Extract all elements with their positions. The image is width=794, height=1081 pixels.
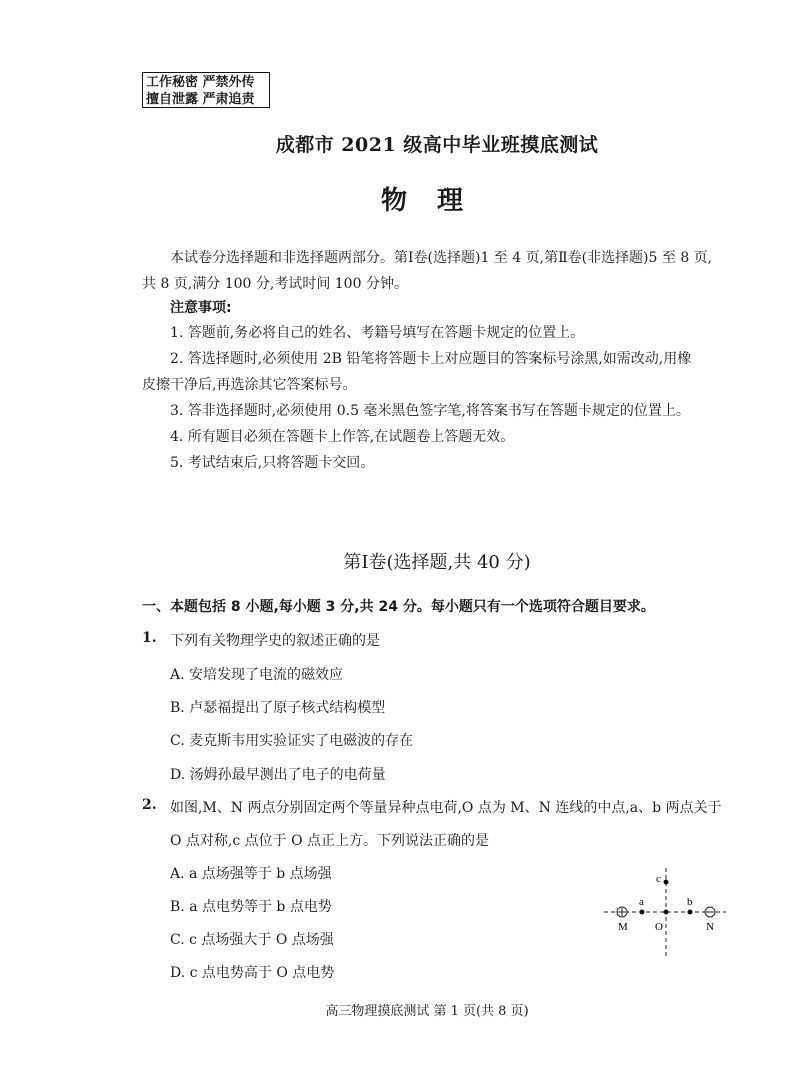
option-a: A. 安培发现了电流的磁效应 xyxy=(170,667,344,683)
label-b: b xyxy=(687,896,693,908)
point-a xyxy=(640,910,645,915)
page-footer: 高三物理摸底测试 第 1 页(共 8 页) xyxy=(325,1004,529,1019)
stamp-line-1: 工作秘密 严禁外传 xyxy=(146,75,255,90)
option-c: C. c 点场强大于 O 点场强 xyxy=(170,932,334,948)
notice-item: 3. 答非选择题时,必须使用 0.5 毫米黑色签字笔,将答案书写在答题卡规定的位置上。 xyxy=(170,403,690,419)
subject-title: 物理 xyxy=(380,186,493,216)
part-intro: 一、本题包括 8 小题,每小题 3 分,共 24 分。每小题只有一个选项符合题目要求。 xyxy=(142,599,655,615)
label-a: a xyxy=(639,896,644,908)
notice-item: 1. 答题前,务必将自己的姓名、考籍号填写在答题卡规定的位置上。 xyxy=(170,325,585,341)
label-c: c xyxy=(656,873,661,885)
option-d: D. c 点电势高于 O 点电势 xyxy=(170,965,335,981)
notice-item-continuation: 皮擦干净后,再选涂其它答案标号。 xyxy=(142,377,357,393)
section-title: 第Ⅰ卷(选择题,共 40 分) xyxy=(343,552,531,573)
question-text: 下列有关物理学史的叙述正确的是 xyxy=(170,633,380,649)
point-c xyxy=(664,880,669,885)
notice-item: 5. 考试结束后,只将答题卡交回。 xyxy=(170,455,375,471)
option-b: B. a 点电势等于 b 点电势 xyxy=(170,899,332,915)
option-b: B. 卢瑟福提出了原子核式结构模型 xyxy=(170,700,386,716)
notice-heading: 注意事项: xyxy=(170,300,232,316)
option-c: C. 麦克斯韦用实验证实了电磁波的存在 xyxy=(170,733,414,749)
option-d: D. 汤姆孙最早测出了电子的电荷量 xyxy=(170,767,386,783)
confidential-stamp xyxy=(142,72,270,108)
question-text-line-2: O 点对称,c 点位于 O 点正上方。下列说法正确的是 xyxy=(170,833,490,849)
label-o: O xyxy=(655,921,663,933)
option-a: A. a 点场强等于 b 点场强 xyxy=(170,866,332,882)
point-o xyxy=(664,910,669,915)
label-m: M xyxy=(618,921,628,933)
point-b xyxy=(688,910,693,915)
notice-item: 2. 答选择题时,必须使用 2B 铅笔将答题卡上对应题目的答案标号涂黑,如需改动,用橡 xyxy=(170,351,692,367)
stamp-line-2: 擅自泄露 严肃追责 xyxy=(146,92,255,107)
intro-line-1: 本试卷分选择题和非选择题两部分。第Ⅰ卷(选择题)1 至 4 页,第Ⅱ卷(非选择题)5 至 8 页, xyxy=(170,250,713,266)
notice-item: 4. 所有题目必须在答题卡上作答,在试题卷上答题无效。 xyxy=(170,429,515,445)
question-text-line-1: 如图,M、N 两点分别固定两个等量异种点电荷,O 点为 M、N 连线的中点,a、b 两点关于 xyxy=(170,800,722,816)
question-number: 2. xyxy=(142,797,157,813)
question-number: 1. xyxy=(142,630,157,646)
charge-diagram xyxy=(600,862,730,966)
intro-line-2: 共 8 页,满分 100 分,考试时间 100 分钟。 xyxy=(142,276,408,292)
label-n: N xyxy=(706,921,714,933)
exam-title: 成都市 2021 级高中毕业班摸底测试 xyxy=(275,134,599,156)
